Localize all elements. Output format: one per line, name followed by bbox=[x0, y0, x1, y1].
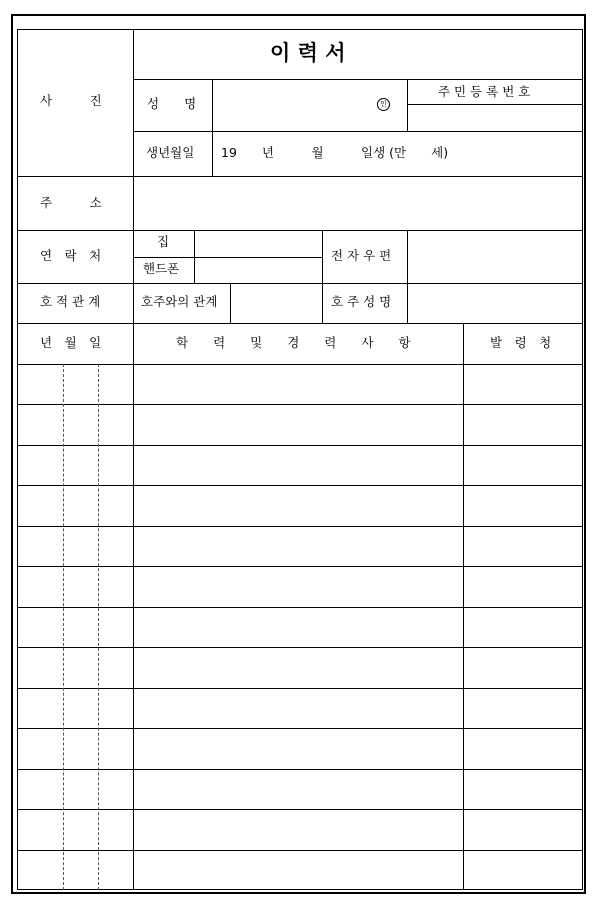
issuer-column-header: 발 령 청 bbox=[490, 335, 552, 350]
detail-column-header: 학 력 및 경 력 사 항 bbox=[176, 335, 411, 350]
email-label-right-divider bbox=[407, 230, 408, 323]
history-row-divider bbox=[17, 728, 583, 729]
resident-number-column-divider bbox=[407, 79, 408, 131]
relation-value-divider bbox=[230, 283, 231, 323]
history-row-divider bbox=[17, 485, 583, 486]
history-row-divider bbox=[17, 526, 583, 527]
history-row-divider bbox=[17, 769, 583, 770]
mobile-phone-label: 핸드폰 bbox=[143, 261, 180, 276]
seal-mark: 인 bbox=[377, 98, 390, 111]
email-label: 전 자 우 편 bbox=[331, 248, 392, 263]
history-row-divider bbox=[17, 688, 583, 689]
history-row-divider bbox=[17, 850, 583, 851]
email-label-left-divider bbox=[322, 230, 323, 323]
date-column-header: 년 월 일 bbox=[40, 335, 102, 350]
phone-row-divider bbox=[133, 257, 322, 258]
address-label-divider bbox=[133, 176, 134, 230]
name-label-divider bbox=[212, 79, 213, 176]
month-day-divider bbox=[98, 364, 99, 890]
history-row-divider bbox=[17, 647, 583, 648]
contact-label: 연 락 처 bbox=[40, 248, 102, 263]
address-row-divider bbox=[17, 230, 583, 231]
relation-row-divider bbox=[17, 323, 583, 324]
address-label: 주 소 bbox=[40, 195, 102, 210]
name-row-divider bbox=[133, 131, 583, 132]
date-column-divider bbox=[133, 323, 134, 890]
photo-row-divider bbox=[17, 176, 583, 177]
form-title: 이 력 서 bbox=[270, 41, 346, 65]
phone-label-divider bbox=[194, 230, 195, 283]
name-label: 성 명 bbox=[147, 96, 197, 111]
history-row-divider bbox=[17, 404, 583, 405]
history-header-divider bbox=[17, 364, 583, 365]
history-row-divider bbox=[17, 607, 583, 608]
history-row-divider bbox=[17, 809, 583, 810]
birth-date-text: 19 년 월 일생 (만 세) bbox=[221, 145, 449, 160]
issuer-column-divider bbox=[463, 323, 464, 890]
history-row-divider bbox=[17, 445, 583, 446]
photo-column-divider bbox=[133, 29, 134, 176]
home-phone-label: 집 bbox=[157, 234, 170, 249]
birth-date-label: 생년월일 bbox=[146, 145, 195, 160]
family-relation-label: 호 적 관 계 bbox=[40, 294, 101, 309]
relation-to-head-label: 호주와의 관계 bbox=[141, 294, 218, 309]
title-row-divider bbox=[133, 79, 583, 80]
resident-number-label: 주 민 등 록 번 호 bbox=[438, 84, 531, 99]
history-row-divider bbox=[17, 566, 583, 567]
resident-number-divider bbox=[407, 104, 583, 105]
contact-row-divider bbox=[17, 283, 583, 284]
contact-label-divider bbox=[133, 230, 134, 323]
photo-label: 사 진 bbox=[40, 93, 102, 108]
year-month-divider bbox=[63, 364, 64, 890]
head-of-family-name-label: 호 주 성 명 bbox=[331, 294, 392, 309]
